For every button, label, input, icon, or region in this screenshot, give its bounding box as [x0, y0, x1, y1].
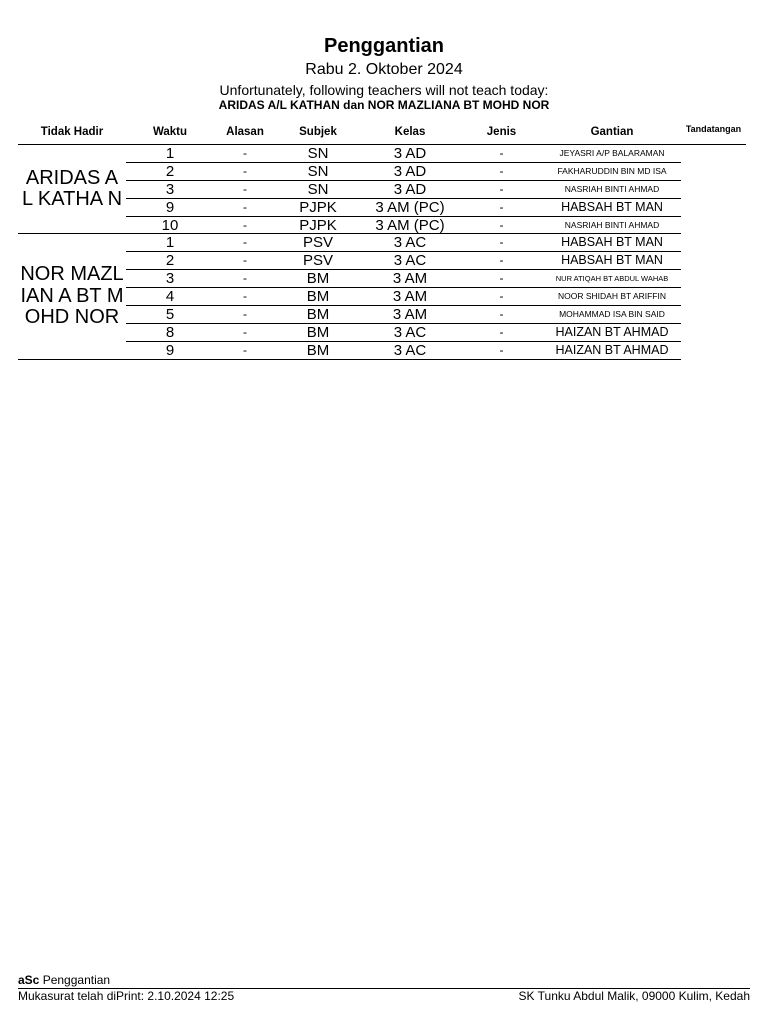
cell-gantian: NOOR SHIDAH BT ARIFFIN	[543, 288, 681, 306]
absent-teacher-cell: NOR MAZLIAN A BT MOHD NOR	[18, 234, 126, 359]
cell-kelas: 3 AD	[360, 162, 460, 180]
cell-tandatangan	[681, 162, 746, 180]
cell-jenis: -	[460, 341, 543, 359]
cell-gantian: NASRIAH BINTI AHMAD	[543, 216, 681, 234]
cell-alasan: -	[214, 270, 276, 288]
table-body	[18, 145, 746, 360]
cell-tandatangan	[681, 306, 746, 324]
cell-waktu: 8	[126, 323, 214, 341]
absent-teachers-list: ARIDAS A/L KATHAN dan NOR MAZLIANA BT MOHD NOR	[218, 98, 550, 112]
table-row	[18, 216, 746, 234]
cell-alasan: -	[214, 323, 276, 341]
cell-tandatangan	[681, 288, 746, 306]
cell-alasan: -	[214, 341, 276, 359]
cell-kelas: 3 AD	[360, 145, 460, 163]
footer-school: SK Tunku Abdul Malik, 09000 Kulim, Kedah	[518, 989, 750, 1003]
cell-kelas: 3 AC	[360, 234, 460, 252]
table-row	[18, 323, 746, 341]
intro-text: Unfortunately, following teachers will not teach today:	[219, 82, 549, 98]
cell-gantian: FAKHARUDDIN BIN MD ISA	[543, 162, 681, 180]
cell-alasan: -	[214, 162, 276, 180]
col-waktu: Waktu	[126, 120, 214, 145]
cell-subjek: BM	[276, 323, 360, 341]
cell-jenis: -	[460, 234, 543, 252]
col-subjek: Subjek	[276, 120, 360, 145]
cell-tandatangan	[681, 216, 746, 234]
page-date: Rabu 2. Oktober 2024	[305, 61, 463, 78]
footer-printed: Mukasurat telah diPrint: 2.10.2024 12:25	[18, 989, 235, 1003]
table-row	[18, 162, 746, 180]
cell-jenis: -	[460, 198, 543, 216]
cell-waktu: 4	[126, 288, 214, 306]
cell-kelas: 3 AD	[360, 180, 460, 198]
cell-jenis: -	[460, 288, 543, 306]
cell-alasan: -	[214, 234, 276, 252]
page-title: Penggantian	[323, 35, 444, 57]
cell-tandatangan	[681, 323, 746, 341]
cell-kelas: 3 AC	[360, 252, 460, 270]
table-row	[18, 234, 746, 252]
cell-subjek: BM	[276, 288, 360, 306]
cell-kelas: 3 AM (PC)	[360, 198, 460, 216]
cell-waktu: 1	[126, 145, 214, 163]
cell-alasan: -	[214, 288, 276, 306]
table-row	[18, 341, 746, 359]
table-row	[18, 180, 746, 198]
cell-waktu: 1	[126, 234, 214, 252]
cell-jenis: -	[460, 180, 543, 198]
table-row	[18, 306, 746, 324]
cell-tandatangan	[681, 234, 746, 252]
table-header	[18, 120, 746, 145]
cell-gantian: HABSAH BT MAN	[543, 252, 681, 270]
cell-alasan: -	[214, 145, 276, 163]
cell-waktu: 9	[126, 341, 214, 359]
cell-jenis: -	[460, 306, 543, 324]
footer-app-name: Penggantian	[42, 973, 111, 987]
cell-gantian: HAIZAN BT AHMAD	[543, 323, 681, 341]
cell-waktu: 9	[126, 198, 214, 216]
cell-gantian: MOHAMMAD ISA BIN SAID	[543, 306, 681, 324]
cell-waktu: 3	[126, 270, 214, 288]
cell-jenis: -	[460, 323, 543, 341]
cell-tandatangan	[681, 180, 746, 198]
cell-kelas: 3 AM (PC)	[360, 216, 460, 234]
footer-brand: aSc	[18, 973, 40, 987]
cell-subjek: BM	[276, 341, 360, 359]
cell-alasan: -	[214, 216, 276, 234]
cell-gantian: NASRIAH BINTI AHMAD	[543, 180, 681, 198]
cell-waktu: 2	[126, 252, 214, 270]
cell-subjek: PJPK	[276, 216, 360, 234]
cell-gantian: HAIZAN BT AHMAD	[543, 341, 681, 359]
cell-tandatangan	[681, 252, 746, 270]
absent-teacher-cell: ARIDAS A L KATHA N	[18, 145, 126, 234]
cell-subjek: PSV	[276, 252, 360, 270]
col-alasan: Alasan	[214, 120, 276, 145]
table-row	[18, 270, 746, 288]
cell-subjek: SN	[276, 180, 360, 198]
cell-alasan: -	[214, 180, 276, 198]
col-kelas: Kelas	[360, 120, 460, 145]
cell-alasan: -	[214, 198, 276, 216]
cell-waktu: 10	[126, 216, 214, 234]
cell-kelas: 3 AM	[360, 288, 460, 306]
table-row	[18, 145, 746, 163]
cell-subjek: BM	[276, 306, 360, 324]
footer-app	[18, 973, 110, 987]
col-tidak-hadir: Tidak Hadir	[18, 120, 126, 145]
cell-tandatangan	[681, 145, 746, 163]
cell-alasan: -	[214, 252, 276, 270]
col-tandatangan: Tandatangan	[681, 120, 746, 145]
table-row	[18, 252, 746, 270]
cell-gantian: NUR ATIQAH BT ABDUL WAHAB	[543, 270, 681, 288]
cell-subjek: PSV	[276, 234, 360, 252]
cell-kelas: 3 AC	[360, 341, 460, 359]
cell-kelas: 3 AM	[360, 270, 460, 288]
cell-subjek: BM	[276, 270, 360, 288]
cell-kelas: 3 AM	[360, 306, 460, 324]
cell-jenis: -	[460, 270, 543, 288]
col-jenis: Jenis	[460, 120, 543, 145]
cell-jenis: -	[460, 145, 543, 163]
cell-jenis: -	[460, 216, 543, 234]
cell-jenis: -	[460, 252, 543, 270]
cell-kelas: 3 AC	[360, 323, 460, 341]
cell-waktu: 3	[126, 180, 214, 198]
cell-gantian: JEYASRI A/P BALARAMAN	[543, 145, 681, 163]
table-row	[18, 288, 746, 306]
substitution-table	[18, 120, 746, 360]
cell-alasan: -	[214, 306, 276, 324]
cell-gantian: HABSAH BT MAN	[543, 234, 681, 252]
cell-jenis: -	[460, 162, 543, 180]
cell-gantian: HABSAH BT MAN	[543, 198, 681, 216]
cell-tandatangan	[681, 198, 746, 216]
page-header	[0, 33, 768, 112]
cell-waktu: 5	[126, 306, 214, 324]
cell-subjek: SN	[276, 162, 360, 180]
cell-subjek: SN	[276, 145, 360, 163]
cell-tandatangan	[681, 270, 746, 288]
cell-waktu: 2	[126, 162, 214, 180]
cell-subjek: PJPK	[276, 198, 360, 216]
col-gantian: Gantian	[543, 120, 681, 145]
table-row	[18, 198, 746, 216]
cell-tandatangan	[681, 341, 746, 359]
